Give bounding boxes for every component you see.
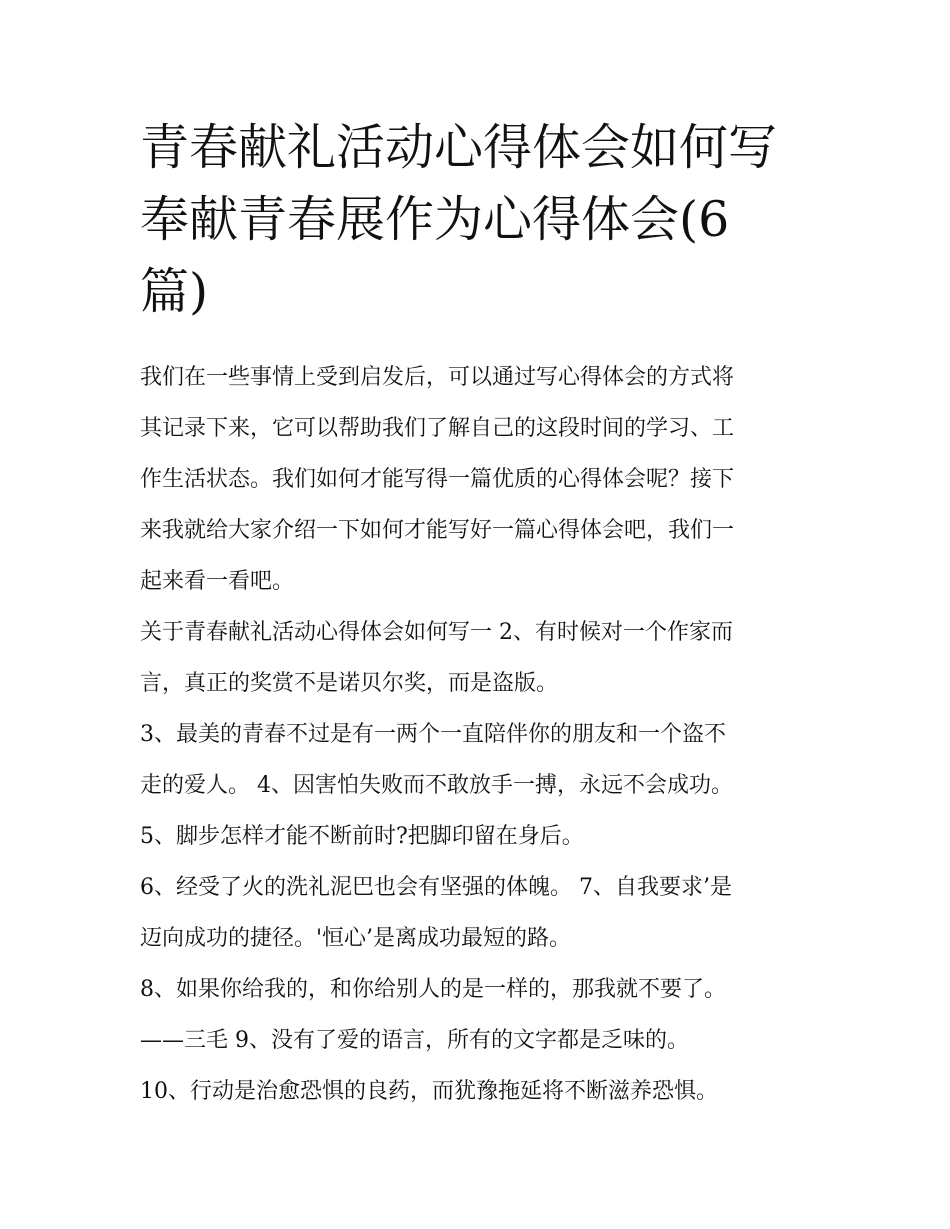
- body-line: 5、脚步怎样才能不断前时?把脚印留在身后。: [140, 824, 584, 849]
- body-line: 其记录下来，它可以帮助我们了解自己的这段时间的学习、工: [140, 416, 735, 441]
- body-line: 走的爱人。 4、因害怕失败而不敢放手一搏，永远不会成功。: [140, 773, 733, 798]
- body-line: 10、行动是治愈恐惧的良药，而犹豫拖延将不断滋养恐惧。: [140, 1079, 718, 1104]
- title-line: 青春献礼活动心得体会如何写: [140, 119, 778, 176]
- body-line: 来我就给大家介绍一下如何才能写好一篇心得体会吧，我们一: [140, 518, 735, 543]
- body-line: 6、经受了火的洗礼泥巴也会有坚强的体魄。 7、自我要求’是: [140, 875, 732, 900]
- body-line: 言，真正的奖赏不是诺贝尔奖，而是盗版。: [140, 671, 559, 696]
- body-line: 3、最美的青春不过是有一两个一直陪伴你的朋友和一个盗不: [140, 722, 726, 747]
- body-line: 作生活状态。我们如何才能写得一篇优质的心得体会呢？接下: [140, 467, 735, 492]
- body-line: 迈向成功的捷径。'恒心’是离成功最短的路。: [140, 926, 572, 951]
- body-line: 我们在一些事情上受到启发后，可以通过写心得体会的方式将: [140, 365, 735, 390]
- body-line: 关于青春献礼活动心得体会如何写一 2、有时候对一个作家而: [140, 620, 733, 645]
- document-body: [140, 352, 830, 1117]
- title-line: 奉献青春展作为心得体会(6: [140, 191, 730, 248]
- body-line: ——三毛 9、没有了爱的语言，所有的文字都是乏味的。: [140, 1028, 689, 1053]
- document-title: [140, 112, 820, 328]
- title-line: 篇): [140, 263, 209, 320]
- body-line: 起来看一看吧。: [140, 569, 295, 594]
- body-line: 8、如果你给我的，和你给别人的是一样的，那我就不要了。: [140, 977, 726, 1002]
